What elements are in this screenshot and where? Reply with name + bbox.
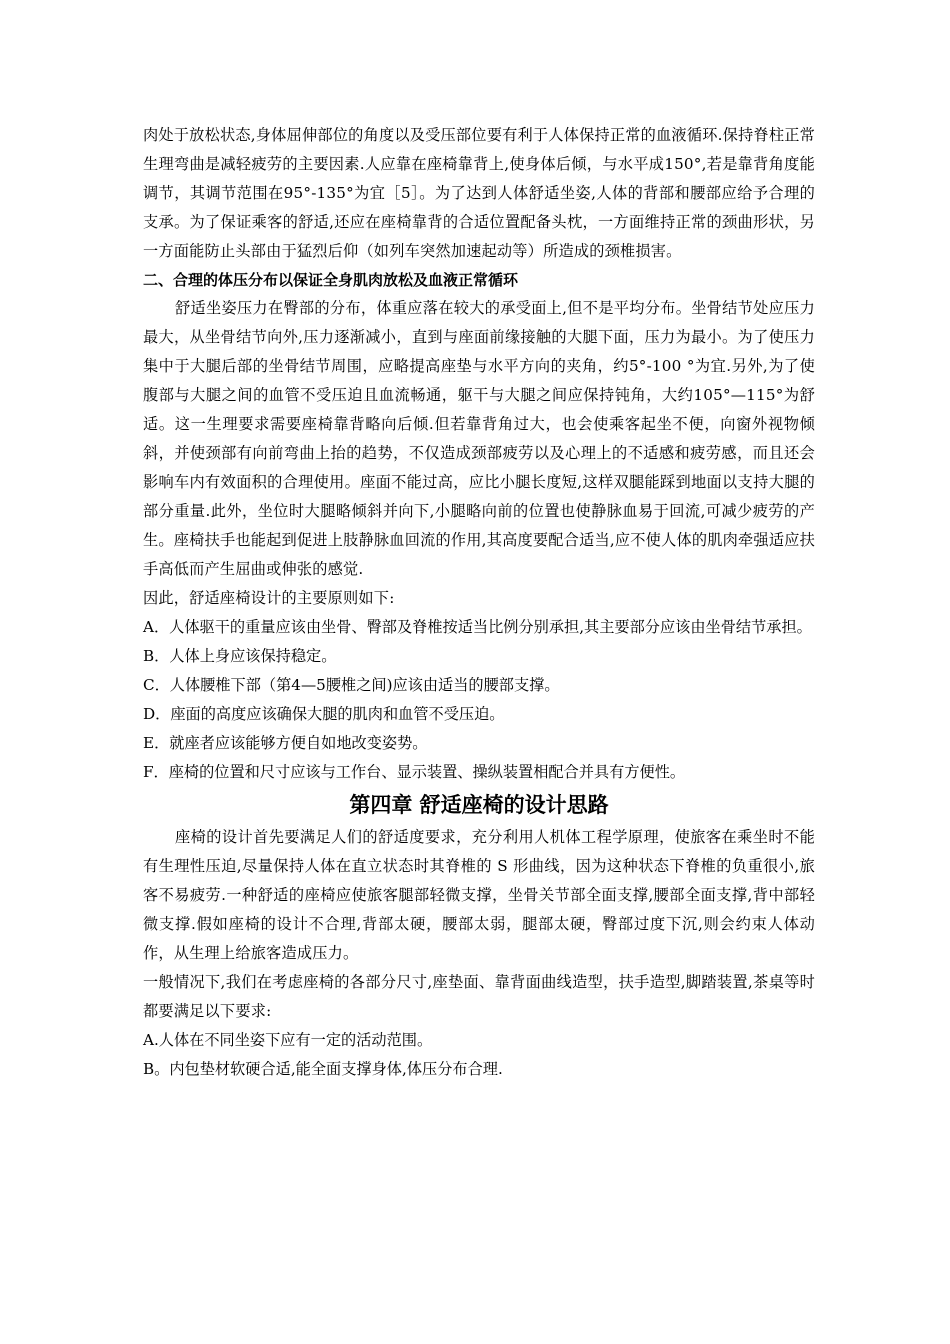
requirement-item-b: B。内包垫材软硬合适,能全面支撑身体,体压分布合理.	[143, 1060, 503, 1078]
paragraph-posture: 肉处于放松状态,身体屈伸部位的角度以及受压部位要有利于人体保持正常的血液循环.保持脊柱正常生理弯曲是减轻疲劳的主要因素.人应靠在座椅靠背上,使身体后倾，与水平成150°,若是靠背角度能调节，其调节范围在95°-135°为宜［5］。为了达到人体舒适坐姿,人体的背部和腰部应给予合理的支承。为了保证乘客的舒适,还应在座椅靠背的合适位置配备头枕，一方面维持正常的颈曲形状，另一方面能防止头部由于猛烈后仰（如列车突然加速起动等）所造成的颈椎损害。	[143, 126, 815, 260]
principle-item-b: B．人体上身应该保持稳定。	[143, 647, 337, 665]
paragraph-pressure: 舒适坐姿压力在臀部的分布，体重应落在较大的承受面上,但不是平均分布。坐骨结节处应压力最大，从坐骨结节向外,压力逐渐减小，直到与座面前缘接触的大腿下面，压力为最小。为了使压力集中于大腿后部的坐骨结节周围，应略提高座垫与水平方向的夹角，约5°-100 °为宜.另外,为了使腹部与大腿之间的血管不受压迫且血流畅通，躯干与大腿之间应保持钝角，大约105°—115°为舒适。这一生理要求需要座椅靠背略向后倾.但若靠背角过大，也会使乘客起坐不便，向窗外视物倾斜，并使颈部有向前弯曲上抬的趋势，不仅造成颈部疲劳以及心理上的不适感和疲劳感，而且还会影响车内有效面积的合理使用。座面不能过高，应比小腿长度短,这样双腿能踩到地面以支持大腿的部分重量.此外，坐位时大腿略倾斜并向下,小腿略向前的位置也使静脉血易于回流,可减少疲劳的产生。座椅扶手也能起到促进上肢静脉血回流的作用,其高度要配合适当,应不使人体的肌肉牵强适应扶手高低而产生屈曲或伸张的感觉.	[143, 299, 815, 578]
document-body	[143, 121, 815, 1084]
principle-item-a: A．人体驱干的重量应该由坐骨、臀部及脊椎按适当比例分别承担,其主要部分应该由坐骨结节承担。	[143, 618, 812, 636]
principle-item-e: E．就座者应该能够方便自如地改变姿势。	[143, 734, 428, 752]
chapter-title: 第四章 舒适座椅的设计思路	[349, 793, 609, 817]
section-heading-pressure: 二、合理的体压分布以保证全身肌肉放松及血液正常循环	[143, 271, 519, 289]
principle-item-c: C．人体腰椎下部（第4—5腰椎之间)应该由适当的腰部支撑。	[143, 676, 560, 694]
paragraph-design-approach: 座椅的设计首先要满足人们的舒适度要求，充分利用人机体工程学原理，使旅客在乘坐时不能有生理性压迫,尽量保持人体在直立状态时其脊椎的 S 形曲线，因为这种状态下脊椎的负重很小,旅客不易疲劳.一种舒适的座椅应使旅客腿部轻微支撑，坐骨关节部全面支撑,腰部全面支撑,背中部轻微支撑.假如座椅的设计不合理,背部太硬，腰部太弱，腿部太硬，臀部过度下沉,则会约束人体动作，从生理上给旅客造成压力。	[143, 828, 815, 962]
paragraph-requirements-intro: 一般情况下,我们在考虑座椅的各部分尺寸,座垫面、靠背面曲线造型，扶手造型,脚踏装置,茶桌等时都要满足以下要求:	[143, 973, 815, 1020]
principle-item-d: D．座面的高度应该确保大腿的肌肉和血管不受压迫。	[143, 705, 505, 723]
requirement-item-a: A.人体在不同坐姿下应有一定的活动范围。	[143, 1031, 433, 1049]
principle-item-f: F．座椅的位置和尺寸应该与工作台、显示装置、操纵装置相配合并具有方便性。	[143, 763, 686, 781]
paragraph-principles-intro: 因此，舒适座椅设计的主要原则如下:	[143, 589, 395, 607]
